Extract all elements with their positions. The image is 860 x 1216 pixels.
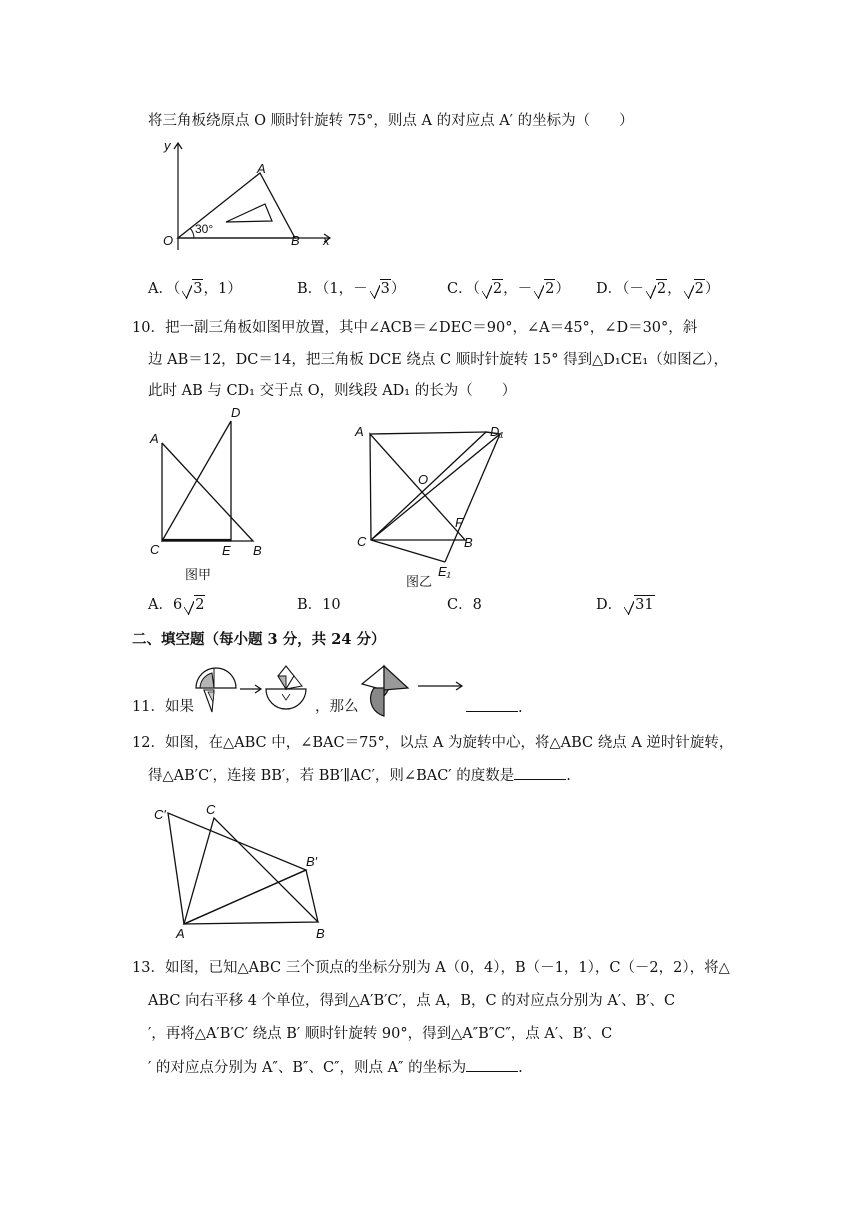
q9-O-label: O (163, 233, 174, 248)
q10-figure-yi (350, 420, 525, 590)
q12-C-label: C (206, 802, 216, 817)
q12-figure (148, 798, 338, 943)
q10-jia-E: E (222, 543, 231, 558)
section-2-title: 二、填空题（每小题 3 分，共 24 分） (132, 631, 386, 648)
q10-option-b: B．10 (297, 597, 341, 613)
q10-line2: 边 AB＝12，DC＝14，把三角板 DCE 绕点 C 顺时针旋转 15° 得到△D₁CE₁（如图乙）， (148, 352, 728, 368)
q13-line1: 13．如图，已知△ABC 三个顶点的坐标分别为 A（0，4），B（－1，1），C（－2，2），将△ (132, 960, 730, 976)
q13-line2: ABC 向右平移 4 个单位，得到△A′B′C′，点 A，B，C 的对应点分别为 A′、B′、C (148, 993, 676, 1009)
q10-yi-F: F (455, 515, 463, 530)
q10-option-a: A．6 2 (148, 597, 205, 613)
q10-yi-B: B (464, 535, 473, 550)
q9-option-b: B．（1，－ 3） (297, 281, 406, 297)
q10-yi-caption: 图乙 (406, 574, 433, 589)
q10-jia-C: C (150, 542, 160, 557)
q10-jia-B: B (253, 543, 262, 558)
q12-B-label: B (316, 926, 325, 941)
q13-line3: ′，再将△A′B′C′ 绕点 B′ 顺时针旋转 90°，得到△A″B″C″，点 A′、B′、C (148, 1026, 613, 1042)
q10-option-d: D． 31 (596, 597, 654, 613)
q10-yi-E1: E₁ (438, 564, 451, 579)
q10-yi-A: A (355, 424, 364, 439)
q9-B-label: B (291, 233, 300, 248)
q10-jia-caption: 图甲 (185, 567, 212, 582)
q10-yi-O: O (418, 472, 429, 487)
q9-y-label: y (164, 138, 171, 153)
q10-jia-A: A (150, 431, 159, 446)
q12-Cp-label: C′ (154, 807, 166, 822)
q12-A-label: A (176, 926, 185, 941)
q9-A-label: A (257, 161, 266, 176)
q9-x-label: x (323, 233, 330, 248)
q10-line3: 此时 AB 与 CD₁ 交于点 O，则线段 AD₁ 的长为（ ） (148, 383, 517, 399)
q9-angle-label: 30° (195, 222, 214, 236)
q10-figure-jia (145, 403, 270, 588)
q9-option-d: D．（－ 2， 2） (596, 281, 720, 297)
q9-stem: 将三角板绕原点 O 顺时针旋转 75°，则点 A 的对应点 A′ 的坐标为（ ） (148, 113, 634, 129)
q9-option-c: C．（ 2，－ 2） (447, 281, 570, 297)
q11-answer-blank: . (466, 697, 523, 718)
q12-line2: 得△AB′C′，连接 BB′，若 BB′∥AC′，则∠BAC′ 的度数是 . (148, 765, 571, 786)
q9-figure (150, 138, 340, 253)
q9-option-a: A．（ 3，1） (148, 281, 242, 297)
q10-line1: 10．把一副三角板如图甲放置，其中∠ACB＝∠DEC＝90°，∠A＝45°，∠D＝30°，斜 (132, 320, 698, 336)
q10-yi-C: C (357, 534, 367, 549)
q10-yi-D1: D₁ (490, 424, 504, 439)
q10-jia-D: D (231, 405, 241, 420)
q12-line1: 12．如图，在△ABC 中，∠BAC＝75°，以点 A 为旋转中心，将△ABC 绕点 A 逆时针旋转， (132, 735, 734, 751)
q13-line4: ′ 的对应点分别为 A″、B″、C″，则点 A″ 的坐标为 . (148, 1057, 523, 1078)
q10-option-c: C．8 (447, 597, 482, 613)
q11-middle: ，那么 (315, 699, 359, 715)
q12-Bp-label: B′ (306, 854, 318, 869)
q11-prefix: 11．如果 (132, 699, 194, 715)
